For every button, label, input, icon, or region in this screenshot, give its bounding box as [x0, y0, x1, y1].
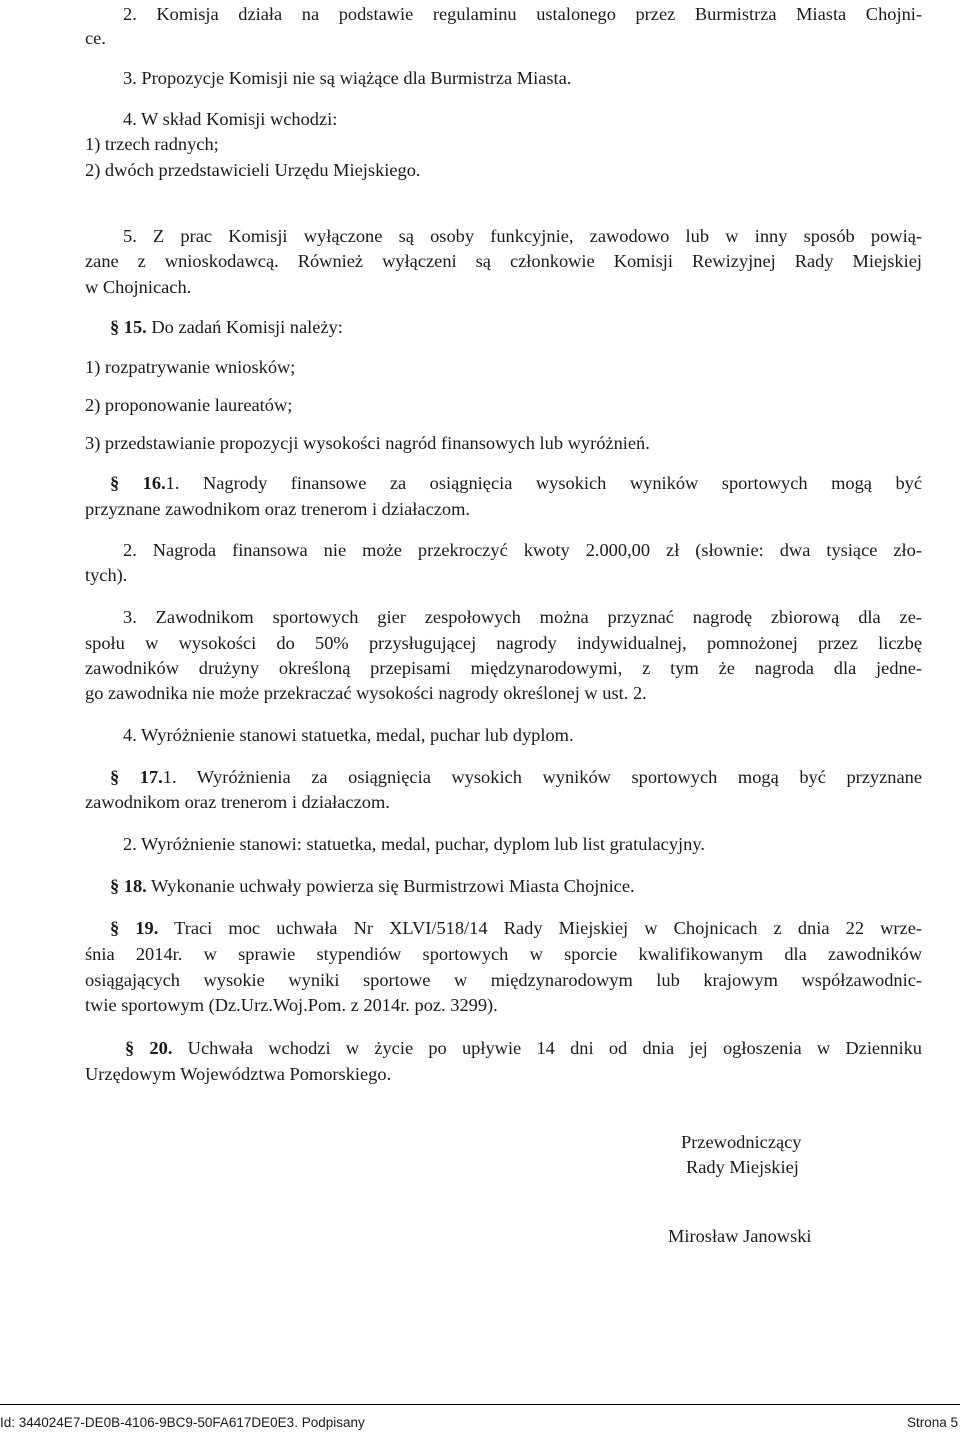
paragraph-line: 5. Z prac Komisji wyłączone są osoby funkcyjnie, zawodowo lub w inny sposób powią- — [123, 226, 922, 246]
section-text: 1. Wyróżnienia za osiągnięcia wysokich wyników sportowych mogą być przyznane — [162, 767, 922, 787]
paragraph-line: 2. Nagroda finansowa nie może przekroczyć kwoty 2.000,00 zł (słownie: dwa tysiące zło- — [123, 540, 922, 560]
section-20 — [125, 1036, 922, 1060]
paragraph-line: zawodnikom oraz trenerom i działaczom. — [85, 792, 390, 812]
list-item: 2) dwóch przedstawicieli Urzędu Miejskiego. — [85, 160, 421, 180]
section-text: Traci moc uchwała Nr XLVI/518/14 Rady Miejskiej w Chojnicach z dnia 22 wrze- — [158, 918, 922, 938]
document-id: Id: 344024E7-DE0B-4106-9BC9-50FA617DE0E3. Podpisany — [0, 1415, 365, 1430]
list-item: 3) przedstawianie propozycji wysokości nagród finansowych lub wyróżnień. — [85, 433, 650, 453]
paragraph-line: śnia 2014r. w sprawie stypendiów sportowych w sporcie kwalifikowanym dla zawodników — [85, 944, 922, 964]
section-15 — [110, 315, 922, 339]
paragraph-line: 4. W skład Komisji wchodzi: — [123, 109, 338, 129]
section-number: § 17. — [110, 767, 163, 787]
paragraph-line: Urzędowym Województwa Pomorskiego. — [85, 1064, 392, 1084]
paragraph-line: tych). — [85, 565, 128, 585]
paragraph-line: ce. — [85, 28, 106, 48]
paragraph-line: 3. Propozycje Komisji nie są wiążące dla Burmistrza Miasta. — [123, 68, 572, 88]
paragraph-line: w Chojnicach. — [85, 277, 192, 297]
section-16 — [110, 471, 922, 495]
signature-title: Przewodniczący — [681, 1132, 802, 1152]
signature-name: Mirosław Janowski — [668, 1226, 812, 1246]
section-17 — [110, 765, 922, 789]
section-text: Uchwała wchodzi w życie po upływie 14 dni od dnia jej ogłoszenia w Dzienniku — [172, 1038, 922, 1058]
paragraph-line: twie sportowym (Dz.Urz.Woj.Pom. z 2014r. poz. 3299). — [85, 995, 498, 1015]
paragraph-line: 2. Komisja działa na podstawie regulaminu ustalonego przez Burmistrza Miasta Chojni- — [123, 4, 922, 24]
paragraph-line: 2. Wyróżnienie stanowi: statuetka, medal, puchar, dyplom lub list gratulacyjny. — [123, 834, 705, 854]
list-item: 1) rozpatrywanie wniosków; — [85, 357, 296, 377]
paragraph-line: przyznane zawodnikom oraz trenerom i działaczom. — [85, 499, 470, 519]
paragraph-line: społu w wysokości do 50% przysługującej nagrody indywidualnej, pomnożonej przez liczbę — [85, 633, 922, 653]
list-item: 2) proponowanie laureatów; — [85, 395, 293, 415]
paragraph-line: zane z wnioskodawcą. Również wyłączeni są członkowie Komisji Rewizyjnej Rady Miejskiej — [85, 251, 922, 271]
page-footer — [0, 1404, 960, 1436]
section-number: § 20. — [125, 1038, 173, 1058]
list-item: 1) trzech radnych; — [85, 134, 219, 154]
paragraph-line: 3. Zawodnikom sportowych gier zespołowych można przyznać nagrodę zbiorową dla ze- — [123, 607, 922, 627]
section-number: § 19. — [110, 918, 159, 938]
section-19 — [110, 916, 922, 940]
section-18 — [110, 874, 922, 898]
paragraph-line: osiągających wysokie wyniki sportowe w międzynarodowym lub krajowym współzawodnic- — [85, 970, 922, 990]
paragraph-line: go zawodnika nie może przekraczać wysokości nagrody określonej w ust. 2. — [85, 683, 647, 703]
section-text: Wykonanie uchwały powierza się Burmistrzowi Miasta Chojnice. — [146, 876, 635, 896]
paragraph-line: zawodników drużyny określoną przepisami międzynarodowymi, z tym że nagroda dla jedne- — [85, 658, 922, 678]
section-text: Do zadań Komisji należy: — [146, 317, 343, 337]
signature-title: Rady Miejskiej — [686, 1157, 799, 1177]
paragraph-line: 4. Wyróżnienie stanowi statuetka, medal, puchar lub dyplom. — [123, 725, 574, 745]
section-text: 1. Nagrody finansowe za osiągnięcia wysokich wyników sportowych mogą być — [165, 473, 922, 493]
section-number: § 18. — [110, 876, 147, 896]
section-number: § 16. — [110, 473, 166, 493]
section-number: § 15. — [110, 317, 147, 337]
page-number: Strona 5 — [906, 1415, 958, 1430]
